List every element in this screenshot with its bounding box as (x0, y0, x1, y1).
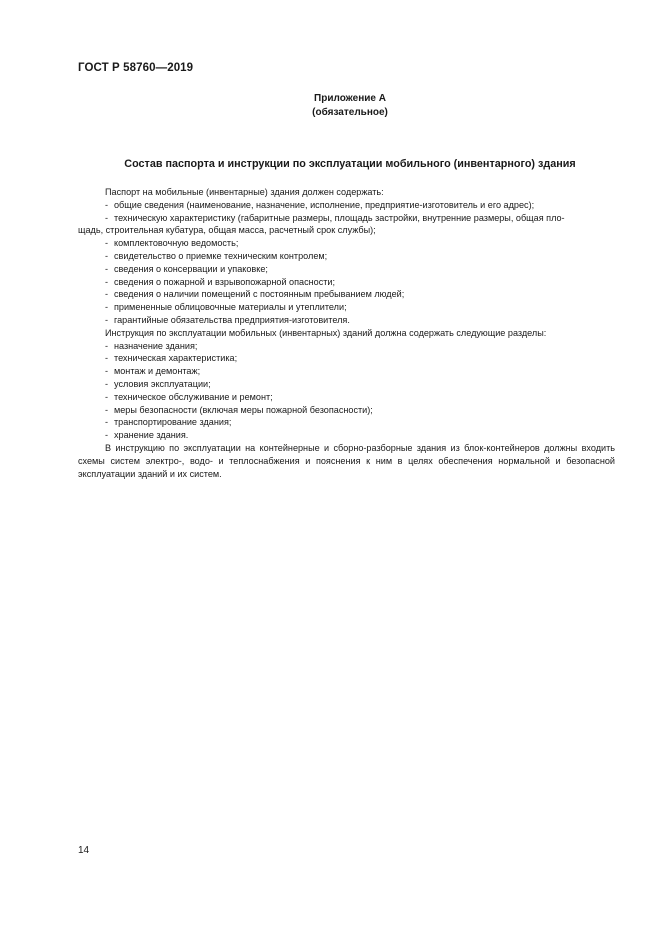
list-item (78, 276, 615, 289)
list-item (78, 314, 615, 327)
list-item-text: хранение здания. (114, 430, 189, 441)
list-item (78, 199, 615, 212)
list-item (78, 237, 615, 250)
list-marker: - (105, 263, 109, 274)
list-marker: - (105, 366, 109, 377)
instruction-intro: Инструкция по эксплуатации мобильных (инвентарных) зданий должна содержать следующие разделы: (105, 327, 547, 338)
list-item-text: техническое обслуживание и ремонт; (114, 391, 273, 402)
list-item (78, 288, 615, 301)
list-item (78, 429, 615, 442)
list-item-text: сведения о пожарной и взрывопожарной опасности; (114, 276, 336, 287)
document-code: ГОСТ Р 58760—2019 (78, 62, 194, 74)
list-marker: - (105, 430, 109, 441)
list-item (78, 404, 615, 417)
list-item (78, 250, 615, 263)
list-item (78, 340, 615, 353)
list-marker: - (105, 289, 109, 300)
appendix-status: (обязательное) (312, 107, 388, 118)
list-item-text: условия эксплуатации; (114, 378, 211, 389)
list-item-text: свидетельство о приемке техническим контролем; (114, 250, 328, 261)
list-marker: - (105, 212, 109, 223)
list-item-text: комплектовочную ведомость; (114, 238, 239, 249)
list-item (78, 378, 615, 391)
document-body (78, 186, 615, 480)
list-item (78, 391, 615, 404)
appendix-heading (250, 92, 450, 120)
list-marker: - (105, 250, 109, 261)
list-item-text: техническую характеристику (габаритные размеры, площадь застройки, внутренние размеры, общая пло- (114, 212, 565, 223)
list-item-text: монтаж и демонтаж; (114, 366, 201, 377)
list-marker: - (105, 276, 109, 287)
list-item (78, 301, 615, 314)
list-item (78, 365, 615, 378)
list-item-text: меры безопасности (включая меры пожарной безопасности); (114, 404, 373, 415)
list-marker: - (105, 199, 109, 210)
closing-paragraph: В инструкцию по эксплуатации на контейнерные и сборно-разборные здания из блок-контейнеров должны входить схемы систем электро-, водо- и теплоснабжения и пояснения к ним в целях обеспечения нормальной и безопасной эксплуатации зданий и их систем. (78, 442, 615, 479)
page-number: 14 (78, 845, 90, 856)
list-item-text: гарантийные обязательства предприятия-изготовителя. (114, 314, 350, 325)
list-item-text: сведения о консервации и упаковке; (114, 263, 268, 274)
section-title: Состав паспорта и инструкции по эксплуатации мобильного (инвентарного) здания (124, 158, 576, 170)
appendix-label: Приложение А (314, 93, 386, 104)
list-marker: - (105, 417, 109, 428)
list-marker: - (105, 391, 109, 402)
list-marker: - (105, 404, 109, 415)
list-item-text: техническая характеристика; (114, 353, 238, 364)
list-item (78, 263, 615, 276)
list-marker: - (105, 378, 109, 389)
list-item-text: общие сведения (наименование, назначение, исполнение, предприятие-изготовитель и его адрес); (114, 199, 535, 210)
list-item-text: транспортирование здания; (114, 417, 232, 428)
list-item (78, 416, 615, 429)
list-item (78, 212, 615, 225)
list-item-text: назначение здания; (114, 340, 198, 351)
list-item-text: сведения о наличии помещений с постоянным пребыванием людей; (114, 289, 405, 300)
list-marker: - (105, 353, 109, 364)
list-item-continuation: щадь, строительная кубатура, общая масса, расчетный срок службы); (78, 225, 376, 236)
list-marker: - (105, 340, 109, 351)
passport-intro: Паспорт на мобильные (инвентарные) здания должен содержать: (105, 187, 384, 197)
list-marker: - (105, 314, 109, 325)
list-item (78, 352, 615, 365)
list-marker: - (105, 302, 109, 313)
list-marker: - (105, 238, 109, 249)
list-item-text: примененные облицовочные материалы и утеплители; (114, 302, 347, 313)
